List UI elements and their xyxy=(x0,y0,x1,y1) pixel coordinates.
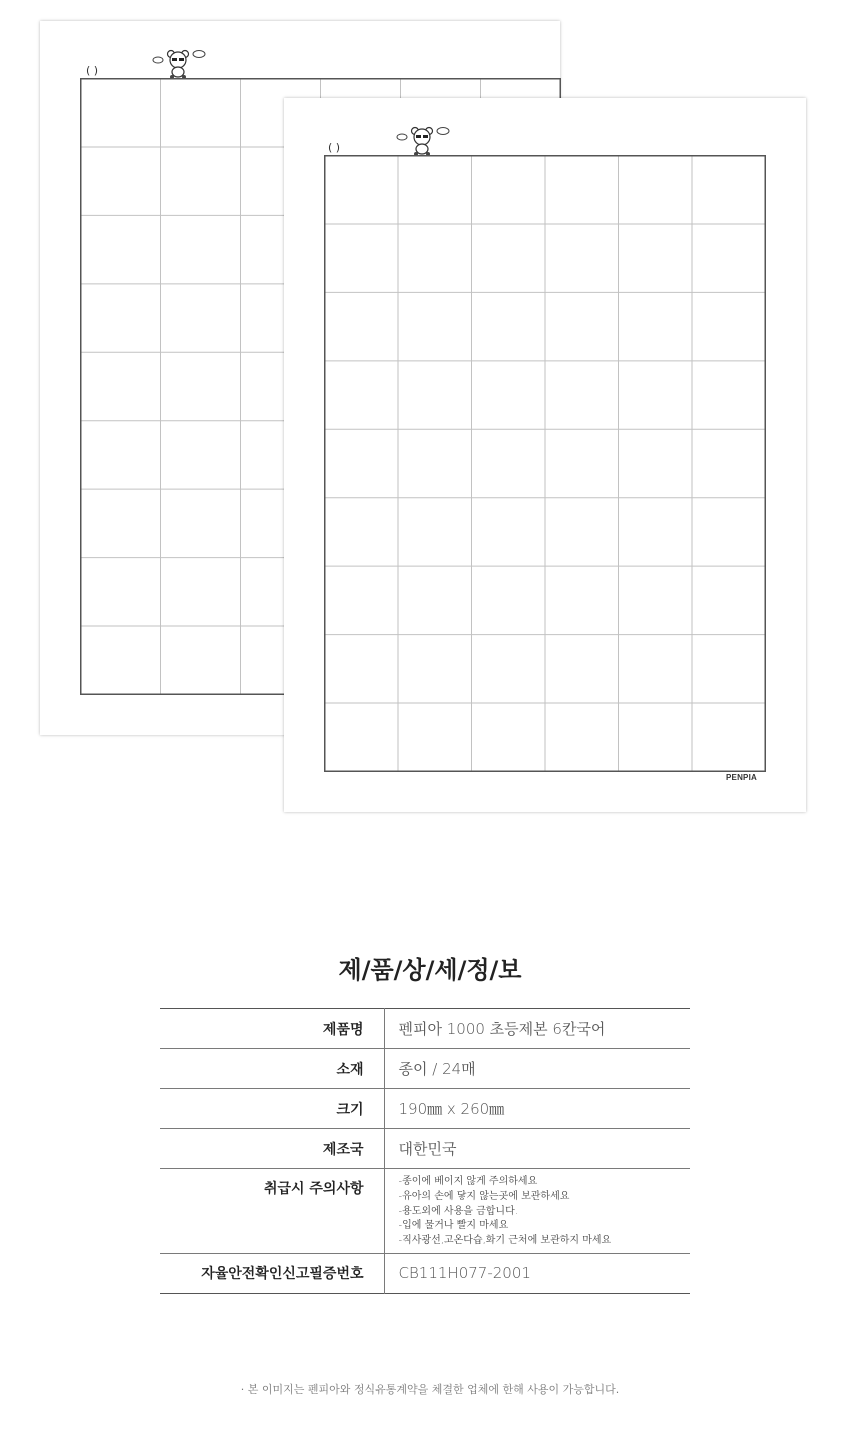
spec-value: 대한민국 xyxy=(398,1140,457,1158)
name-field: ( ) xyxy=(328,141,341,154)
bear-mascot-icon xyxy=(150,47,208,79)
spec-title: 제/품/상/세/정/보 xyxy=(338,956,522,984)
spec-label: 크기 xyxy=(160,1089,384,1129)
care-list xyxy=(399,1169,691,1253)
spec-row-care xyxy=(160,1169,690,1254)
spec-label: 제조국 xyxy=(160,1129,384,1169)
spec-row-origin xyxy=(160,1129,690,1169)
writing-grid xyxy=(324,155,766,772)
care-item: -유아의 손에 닿지 않는곳에 보관하세요 xyxy=(398,1190,570,1202)
spec-value: 종이 / 24매 xyxy=(398,1060,476,1078)
care-cell xyxy=(384,1169,690,1254)
spec-row-certification xyxy=(160,1253,690,1293)
care-item: -직사광선,고온다습,화기 근처에 보관하지 마세요 xyxy=(398,1235,612,1247)
spec-value: CB111H077-2001 xyxy=(398,1264,531,1283)
spec-value: 190㎜ x 260㎜ xyxy=(398,1100,505,1118)
spec-label: 소재 xyxy=(160,1049,384,1089)
spec-row-size xyxy=(160,1089,690,1129)
care-item: -용도외에 사용을 금합니다. xyxy=(398,1205,518,1217)
worksheet-front xyxy=(284,98,806,812)
care-item: -종이에 베이지 않게 주의하세요 xyxy=(398,1176,538,1187)
bear-mascot-icon xyxy=(394,124,452,156)
care-item: -입에 물거나 빨지 마세요 xyxy=(398,1220,509,1232)
spec-table xyxy=(160,1008,690,1294)
spec-label: 자율안전확인신고필증번호 xyxy=(160,1253,384,1293)
spec-value: 펜피아 1000 초등제본 6칸국어 xyxy=(398,1020,606,1038)
spec-label: 제품명 xyxy=(160,1009,384,1049)
spec-label: 취급시 주의사항 xyxy=(160,1169,384,1254)
brand-label: PENPIA xyxy=(726,773,757,782)
name-field: ( ) xyxy=(86,64,99,77)
spec-row-product-name xyxy=(160,1009,690,1049)
spec-row-material xyxy=(160,1049,690,1089)
usage-notice: · 본 이미지는 펜피아와 정식유통계약을 체결한 업체에 한해 사용이 가능합니다. xyxy=(240,1383,620,1396)
